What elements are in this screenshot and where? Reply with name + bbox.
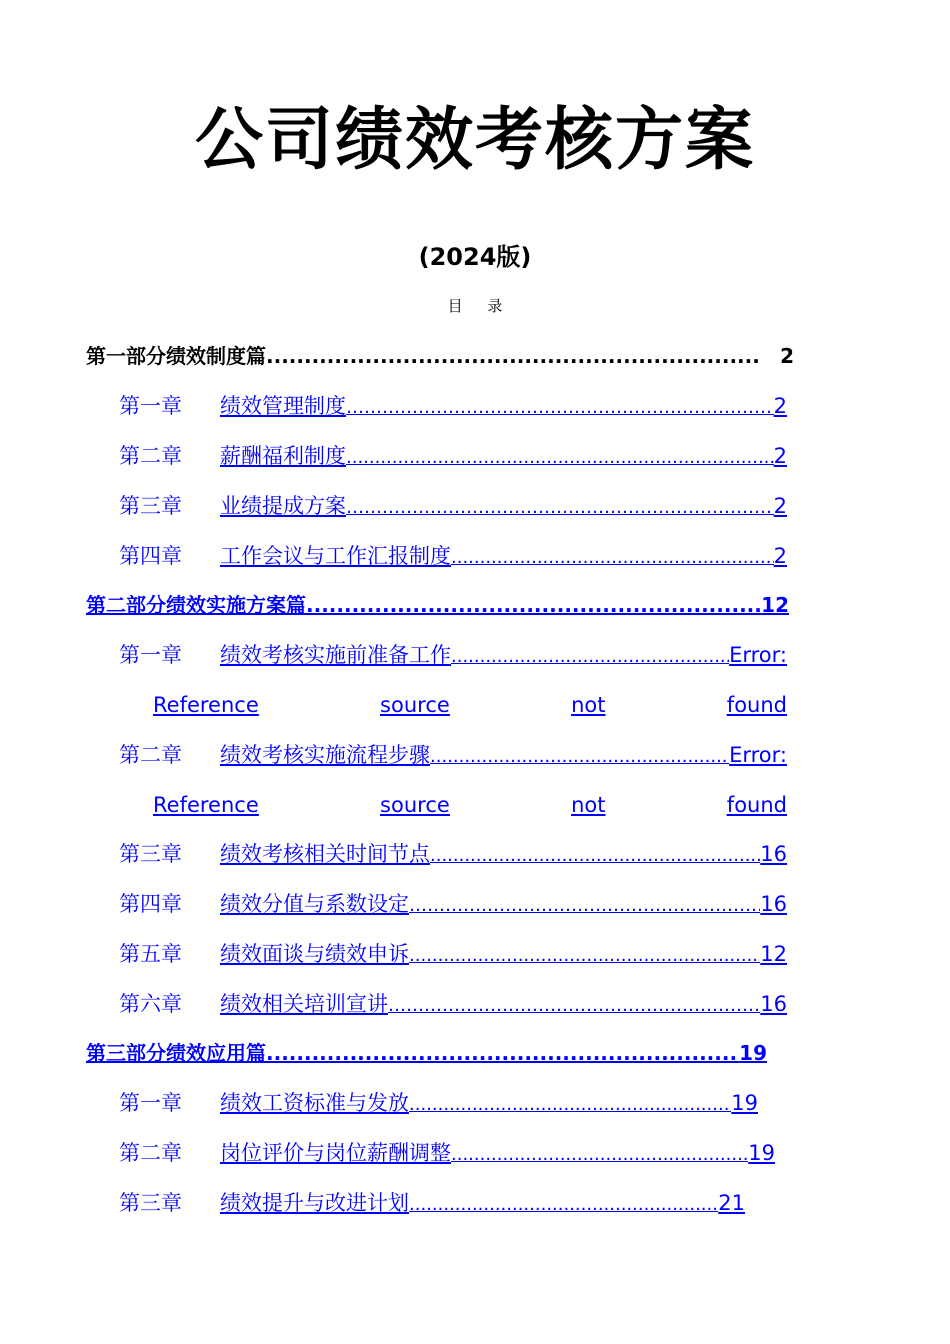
- toc-entry-p1c4[interactable]: [119, 541, 787, 571]
- chapter-number: 第一章: [119, 1091, 182, 1115]
- chapter-number: 第二章: [119, 743, 182, 767]
- toc-page-number: Error:: [729, 643, 787, 667]
- chapter-title: 薪酬福利制度: [220, 444, 346, 468]
- chapter-title: 绩效提升与改进计划: [220, 1191, 409, 1215]
- error-word: not: [571, 693, 606, 717]
- leader-dots: [388, 991, 760, 1019]
- chapter-number: 第四章: [119, 892, 182, 916]
- toc-link[interactable]: [220, 541, 787, 571]
- chapter-title: 绩效管理制度: [220, 394, 346, 418]
- toc-entry-p3c3[interactable]: [119, 1188, 745, 1218]
- chapter-title: 绩效考核相关时间节点: [220, 842, 430, 866]
- toc-error-continuation[interactable]: [153, 790, 787, 820]
- toc-page-number: 12: [760, 942, 787, 966]
- toc-part-2[interactable]: [86, 590, 789, 620]
- chapter-number: 第二章: [119, 444, 182, 468]
- leader-dots: [346, 443, 774, 471]
- toc-page-number: 2: [780, 344, 794, 368]
- toc-entry-p2c2[interactable]: [119, 740, 787, 770]
- error-word: source: [380, 693, 450, 717]
- chapter-number: 第五章: [119, 942, 182, 966]
- toc-entry-p1c3[interactable]: [119, 491, 787, 521]
- toc-link[interactable]: [220, 740, 787, 770]
- toc-entry-p1c1[interactable]: [119, 391, 787, 421]
- leader-dots: [430, 742, 729, 770]
- toc-link[interactable]: [220, 1188, 745, 1218]
- toc-error-continuation[interactable]: [153, 690, 787, 720]
- chapter-title: 业绩提成方案: [220, 494, 346, 518]
- chapter-number: 第三章: [119, 1191, 182, 1215]
- toc-heading: 目 录: [447, 297, 513, 315]
- chapter-title: 绩效考核实施前准备工作: [220, 643, 451, 667]
- toc-link[interactable]: [220, 1088, 758, 1118]
- chapter-number: 第一章: [119, 643, 182, 667]
- toc-entry-p3c1[interactable]: [119, 1088, 758, 1118]
- toc-page-number: 19: [748, 1141, 775, 1165]
- leader-dots: [409, 941, 760, 969]
- leader-dots: [346, 393, 774, 421]
- chapter-number: 第二章: [119, 1141, 182, 1165]
- chapter-number: 第四章: [119, 544, 182, 568]
- toc-page-number: 2: [773, 544, 787, 568]
- edition-label: (2024版): [418, 243, 532, 271]
- toc-link[interactable]: [220, 441, 787, 471]
- toc-part-3[interactable]: [86, 1038, 767, 1068]
- toc-entry-p2c3[interactable]: [119, 839, 787, 869]
- toc-link[interactable]: [220, 889, 787, 919]
- toc-page-number: 16: [760, 842, 787, 866]
- toc-page-number: 19: [731, 1091, 758, 1115]
- toc-part-1[interactable]: [86, 341, 794, 371]
- toc-entry-p2c5[interactable]: [119, 939, 787, 969]
- toc-part-label: 第二部分绩效实施方案篇: [86, 593, 306, 617]
- toc-page-number: 12: [761, 593, 789, 617]
- error-word: Reference: [153, 793, 259, 817]
- leader-dots: [306, 590, 761, 620]
- document-title: 公司绩效考核方案: [194, 101, 755, 180]
- toc-entry-p2c1[interactable]: [119, 640, 787, 670]
- leader-dots: [346, 493, 774, 521]
- leader-dots: [409, 891, 760, 919]
- toc-link[interactable]: [220, 640, 787, 670]
- toc-entry-p1c2[interactable]: [119, 441, 787, 471]
- leader-dots: [451, 543, 774, 571]
- chapter-title: 工作会议与工作汇报制度: [220, 544, 451, 568]
- toc-page-number: 16: [760, 992, 787, 1016]
- toc-entry-p3c2[interactable]: [119, 1138, 775, 1168]
- chapter-title: 绩效相关培训宣讲: [220, 992, 388, 1016]
- leader-dots: [266, 341, 758, 371]
- toc-link[interactable]: [220, 839, 787, 869]
- error-word: source: [380, 793, 450, 817]
- leader-dots: [451, 1140, 748, 1168]
- error-word: found: [726, 793, 787, 817]
- toc-page-number: 2: [773, 444, 787, 468]
- toc-link[interactable]: [220, 989, 787, 1019]
- toc-page-number: Error:: [729, 743, 787, 767]
- toc-link[interactable]: [220, 939, 787, 969]
- toc-link[interactable]: [220, 491, 787, 521]
- toc-page-number: 16: [760, 892, 787, 916]
- leader-dots: [409, 1190, 718, 1218]
- toc-page-number: 19: [739, 1041, 767, 1065]
- chapter-title: 绩效考核实施流程步骤: [220, 743, 430, 767]
- toc-entry-p2c4[interactable]: [119, 889, 787, 919]
- error-word: not: [571, 793, 606, 817]
- leader-dots: [266, 1038, 739, 1068]
- toc-entry-p2c6[interactable]: [119, 989, 787, 1019]
- toc-link[interactable]: [220, 1138, 775, 1168]
- leader-dots: [451, 642, 729, 670]
- leader-dots: [430, 841, 760, 869]
- chapter-title: 绩效分值与系数设定: [220, 892, 409, 916]
- error-word: found: [726, 693, 787, 717]
- toc-part-label: 第一部分绩效制度篇: [86, 344, 266, 368]
- toc-part-label: 第三部分绩效应用篇: [86, 1041, 266, 1065]
- toc-page-number: 21: [718, 1191, 745, 1215]
- toc-page-number: 2: [773, 394, 787, 418]
- chapter-number: 第三章: [119, 842, 182, 866]
- chapter-number: 第三章: [119, 494, 182, 518]
- error-word: Reference: [153, 693, 259, 717]
- chapter-title: 绩效工资标准与发放: [220, 1091, 409, 1115]
- chapter-number: 第一章: [119, 394, 182, 418]
- chapter-title: 岗位评价与岗位薪酬调整: [220, 1141, 451, 1165]
- leader-dots: [409, 1090, 731, 1118]
- toc-page-number: 2: [773, 494, 787, 518]
- chapter-number: 第六章: [119, 992, 182, 1016]
- chapter-title: 绩效面谈与绩效申诉: [220, 942, 409, 966]
- toc-link[interactable]: [220, 391, 787, 421]
